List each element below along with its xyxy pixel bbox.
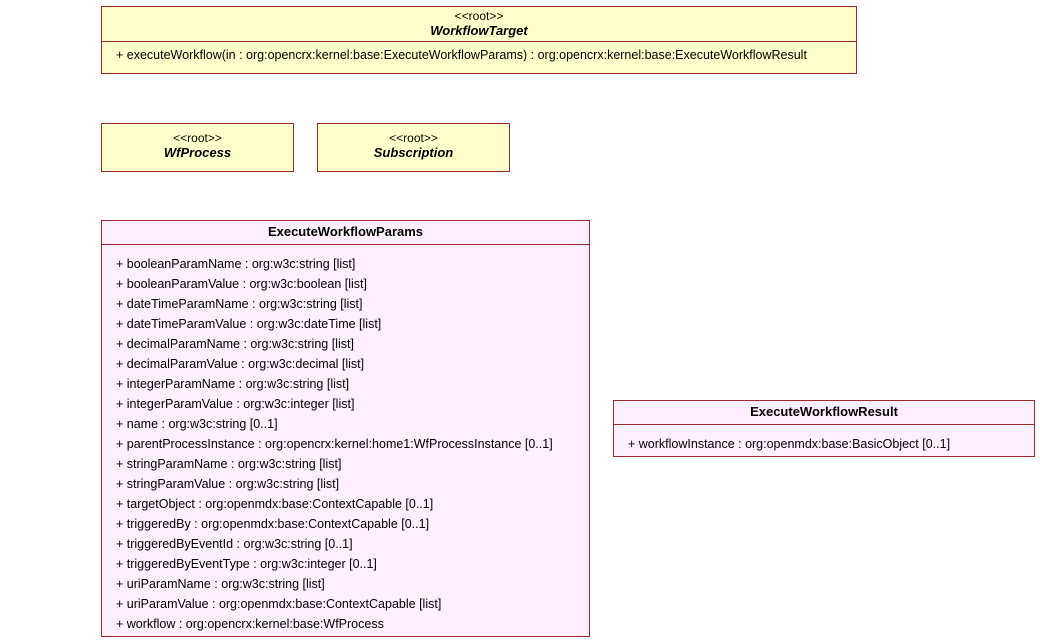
attribute: + triggeredByEventType : org:w3c:integer [0..1]: [116, 557, 377, 571]
attribute: + dateTimeParamValue : org:w3c:dateTime [list]: [116, 317, 382, 331]
class-name: ExecuteWorkflowParams: [267, 224, 424, 239]
class-name: Subscription: [373, 145, 454, 160]
class-header: [102, 7, 856, 38]
class-name: WorkflowTarget: [430, 23, 528, 38]
attribute: + stringParamValue : org:w3c:string [list]: [116, 477, 340, 491]
attribute: + decimalParamValue : org:w3c:decimal [list]: [116, 357, 365, 371]
class-stereotype: <<root>>: [454, 9, 504, 23]
attribute: + booleanParamName : org:w3c:string [list]: [116, 257, 356, 271]
class-header: [614, 401, 1034, 424]
operation: + executeWorkflow(in : org:opencrx:kernel:base:ExecuteWorkflowParams) : org:opencrx:kernel:base:ExecuteWorkflowResult: [116, 48, 807, 62]
attribute: + booleanParamValue : org:w3c:boolean [list]: [116, 277, 367, 291]
class-header: [102, 124, 293, 160]
class-wf-process: [101, 123, 294, 172]
class-name: WfProcess: [163, 145, 232, 160]
class-stereotype: <<root>>: [389, 131, 438, 145]
class-subscription: [317, 123, 510, 172]
attributes-compartment: [614, 424, 1034, 454]
attribute: + integerParamName : org:w3c:string [list]: [116, 377, 350, 391]
attributes-compartment: [102, 244, 589, 634]
attribute: + triggeredByEventId : org:w3c:string [0..1]: [116, 537, 353, 551]
attribute: + name : org:w3c:string [0..1]: [116, 417, 278, 431]
class-header: [102, 221, 589, 244]
class-name: ExecuteWorkflowResult: [750, 404, 898, 419]
attribute: + decimalParamName : org:w3c:string [list]: [116, 337, 354, 351]
attribute: + workflowInstance : org:openmdx:base:BasicObject [0..1]: [628, 437, 951, 451]
attribute: + workflow : org:opencrx:kernel:base:WfProcess: [116, 617, 384, 631]
class-header: [318, 124, 509, 160]
class-workflow-target: [101, 6, 857, 74]
operations-compartment: [102, 41, 856, 65]
class-execute-workflow-result: [613, 400, 1035, 457]
attribute: + uriParamValue : org:openmdx:base:ContextCapable [list]: [116, 597, 442, 611]
attribute: + dateTimeParamName : org:w3c:string [list]: [116, 297, 363, 311]
attribute: + uriParamName : org:w3c:string [list]: [116, 577, 325, 591]
attribute: + triggeredBy : org:openmdx:base:ContextCapable [0..1]: [116, 517, 430, 531]
class-stereotype: <<root>>: [173, 131, 222, 145]
attribute: + integerParamValue : org:w3c:integer [list]: [116, 397, 355, 411]
class-execute-workflow-params: [101, 220, 590, 637]
attribute: + parentProcessInstance : org:opencrx:kernel:home1:WfProcessInstance [0..1]: [116, 437, 553, 451]
attribute: + stringParamName : org:w3c:string [list]: [116, 457, 342, 471]
attribute: + targetObject : org:openmdx:base:ContextCapable [0..1]: [116, 497, 434, 511]
